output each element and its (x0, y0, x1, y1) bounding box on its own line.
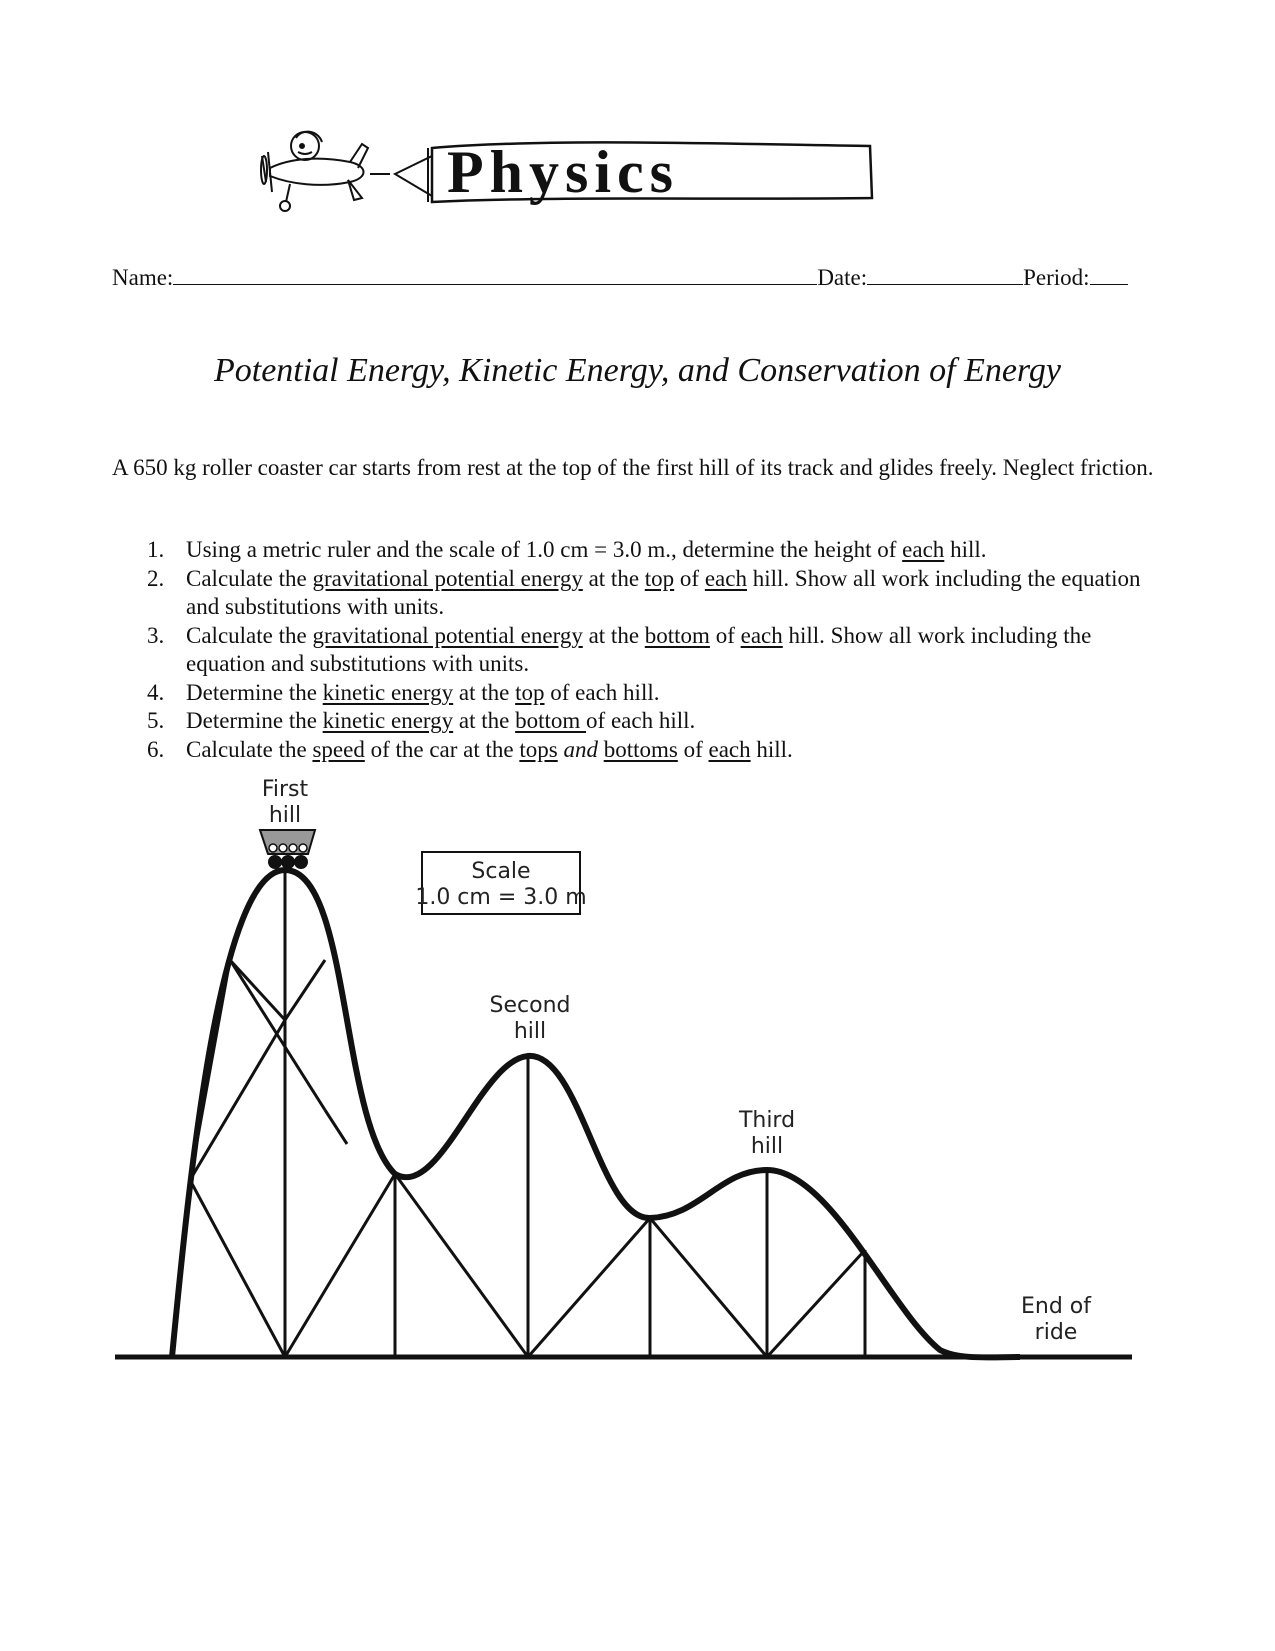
scale-box (415, 852, 586, 914)
third-hill-label-line1: Third (738, 1108, 796, 1133)
question-number: 2. (147, 565, 165, 591)
third-hill-label-line2: hill (750, 1134, 784, 1159)
coaster-track (172, 870, 1020, 1357)
end-of-ride-label-line2: ride (1034, 1320, 1078, 1345)
question-item (112, 736, 1172, 765)
underlined-term: top (644, 565, 675, 591)
first-hill-label-line1: First (261, 777, 309, 802)
question-number: 5. (147, 708, 165, 733)
underlined-term: bottom (644, 622, 710, 648)
underlined-term: gravitational potential energy (312, 622, 583, 648)
question-text: Calculate the (186, 736, 313, 762)
name-field[interactable] (173, 266, 817, 285)
coaster-car (260, 830, 315, 869)
banner-flag (395, 156, 432, 196)
name-label: Name: (112, 265, 174, 290)
roller-coaster-diagram (110, 777, 1190, 1430)
student-info-row (112, 265, 1172, 291)
question-text: at the (582, 622, 645, 648)
question-item (112, 536, 1172, 565)
underlined-term: each (740, 622, 783, 648)
question-text: at the (453, 679, 516, 705)
period-label: Period: (1023, 265, 1090, 290)
question-item (112, 622, 1172, 679)
question-text: of (709, 622, 741, 648)
question-text: Determine the (186, 708, 323, 733)
date-label: Date: (817, 265, 868, 290)
question-text: Calculate the (186, 565, 313, 591)
physics-banner (250, 118, 930, 228)
second-hill-label-line1: Second (489, 993, 571, 1018)
underlined-term: speed (312, 736, 365, 762)
question-text: of (674, 565, 705, 591)
question-item (112, 679, 1172, 708)
scale-title: Scale (471, 859, 531, 884)
question-text: Using a metric ruler and the scale of 1.0 cm = 3.0 m., determine the height of (186, 537, 903, 562)
underlined-term: bottom (515, 708, 587, 733)
second-hill-label-line2: hill (513, 1019, 547, 1044)
question-number: 6. (147, 736, 165, 762)
question-list (112, 536, 1172, 764)
scale-value: 1.0 cm = 3.0 m (415, 885, 587, 910)
underlined-term: bottoms (603, 736, 678, 762)
first-hill-label-line2: hill (268, 803, 302, 828)
underlined-term: gravitational potential energy (312, 565, 583, 591)
underlined-term: tops (519, 736, 558, 762)
italic-term: and (563, 736, 598, 762)
underlined-term: kinetic energy (322, 679, 454, 705)
question-text: hill. (750, 736, 793, 762)
question-text: of the car at the (364, 736, 520, 762)
question-text: of each hill. (586, 708, 696, 733)
worksheet-title: Potential Energy, Kinetic Energy, and Conservation of Energy (213, 352, 1061, 389)
problem-intro: A 650 kg roller coaster car starts from rest at the top of the first hill of its track and glides freely. Neglect friction. (112, 455, 1154, 480)
question-text: at the (453, 708, 516, 733)
banner-text: Physics (447, 139, 680, 205)
question-text: Calculate the (186, 622, 313, 648)
question-text: hill. Show all work including the equation and substitutions with units. (186, 622, 1092, 676)
underlined-term: each (704, 565, 747, 591)
underlined-term: top (515, 679, 545, 705)
underlined-term: each (708, 736, 751, 762)
question-text: hill. Show all work including the equation and substitutions with units. (186, 565, 1141, 619)
period-field[interactable] (1090, 266, 1128, 285)
underlined-term: kinetic energy (322, 708, 454, 733)
question-number: 3. (147, 622, 165, 648)
question-text: at the (582, 565, 645, 591)
question-text: of each hill. (544, 679, 660, 705)
question-item (112, 707, 1172, 736)
end-of-ride-label-line1: End of (1020, 1294, 1092, 1319)
question-text: hill. (944, 537, 987, 562)
biplane-logo (261, 132, 390, 211)
date-field[interactable] (867, 266, 1023, 285)
question-number: 1. (147, 537, 165, 562)
question-text: of (677, 736, 709, 762)
question-number: 4. (147, 679, 165, 705)
underlined-term: each (902, 537, 945, 562)
question-text: Determine the (186, 679, 323, 705)
question-item (112, 565, 1172, 622)
